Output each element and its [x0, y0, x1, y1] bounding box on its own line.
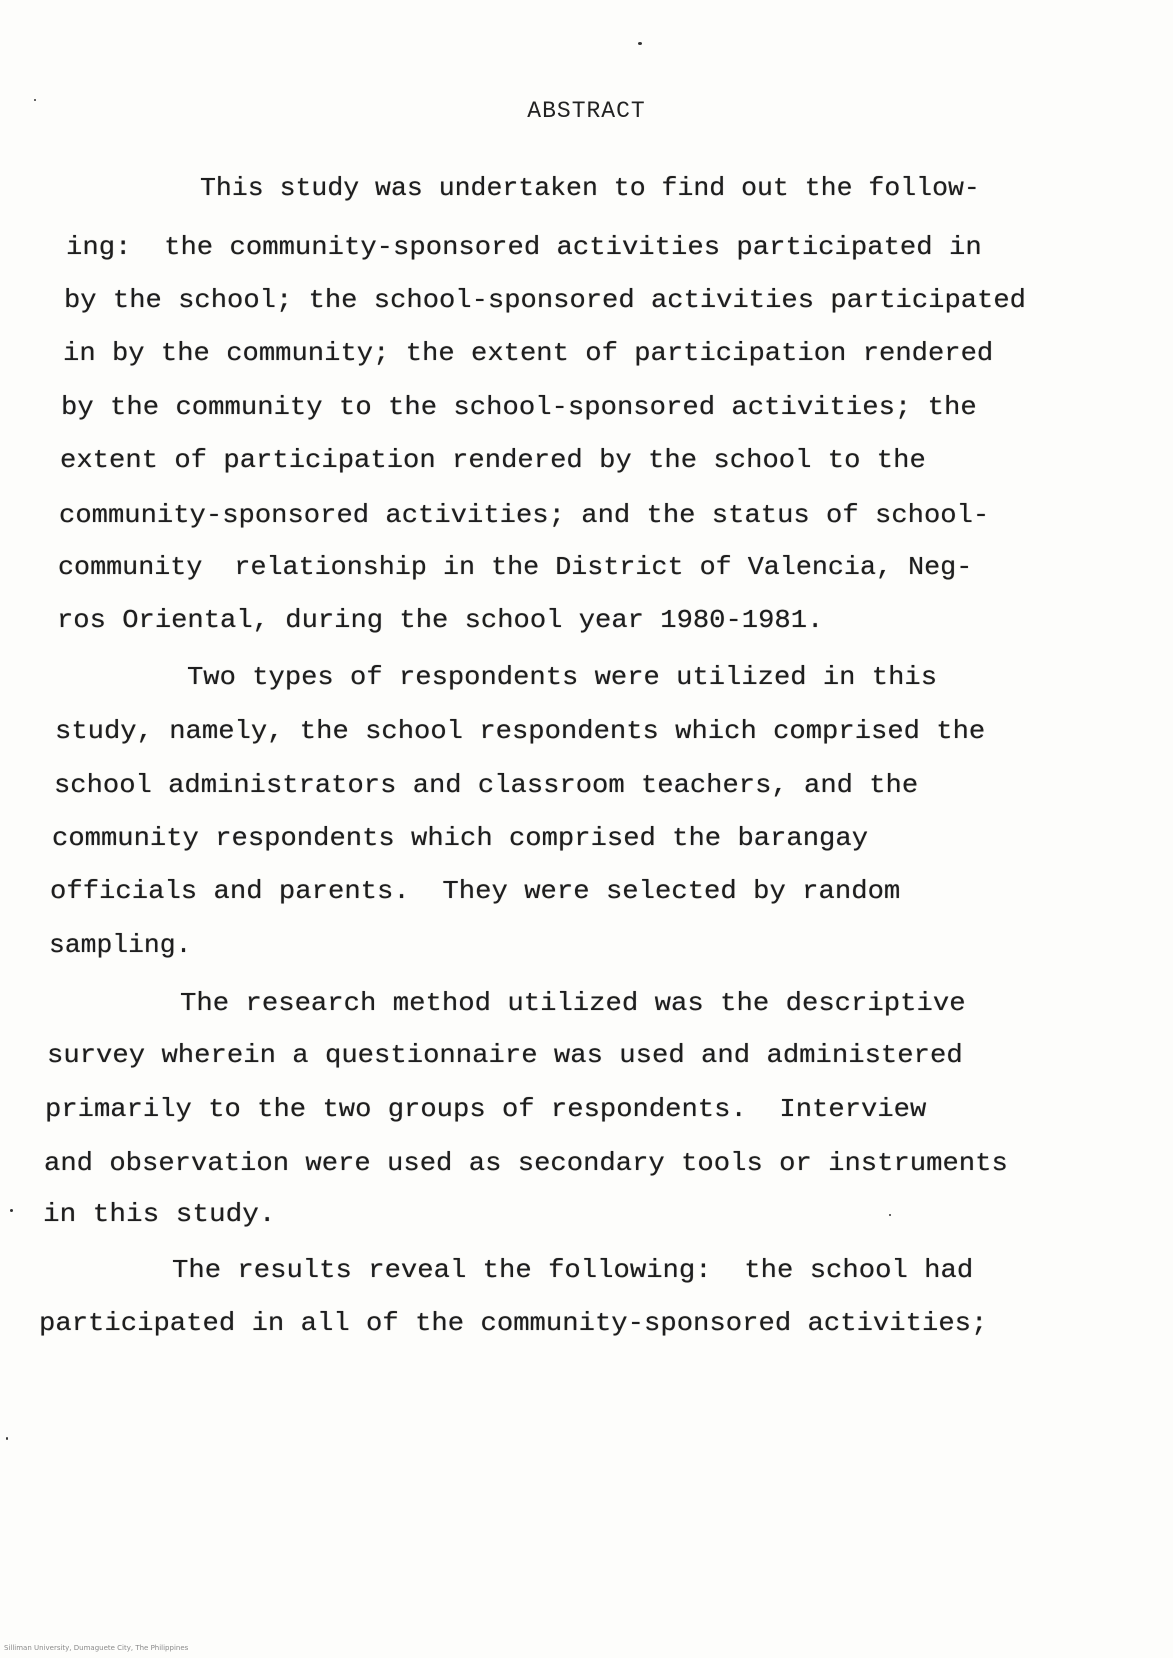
text-line: community relationship in the District of Valencia, Neg-: [58, 552, 973, 582]
scan-speck: [6, 1437, 8, 1440]
scan-speck: [889, 1214, 891, 1216]
text-line: The research method utilized was the descriptive: [180, 988, 966, 1018]
scan-speck: [638, 42, 642, 45]
text-line: Two types of respondents were utilized in this: [187, 662, 938, 692]
abstract-title: ABSTRACT: [527, 98, 646, 124]
text-line: school administrators and classroom teachers, and the: [54, 770, 919, 800]
text-line: officials and parents. They were selected by random: [50, 876, 901, 906]
scan-speck: [34, 99, 36, 101]
text-line: in this study.: [43, 1199, 276, 1229]
text-line: community respondents which comprised the barangay: [52, 823, 869, 853]
text-line: by the community to the school-sponsored activities; the: [61, 392, 977, 422]
text-line: by the school; the school-sponsored activities participated: [64, 285, 1026, 315]
text-line: survey wherein a questionnaire was used and administered: [47, 1040, 963, 1070]
text-line: study, namely, the school respondents which comprised the: [55, 716, 986, 746]
text-line: This study was undertaken to find out the follow-: [200, 173, 980, 203]
text-line: in by the community; the extent of participation rendered: [63, 338, 994, 368]
scan-footer: Silliman University, Dumaguete City, The Philippines: [4, 1644, 189, 1652]
text-line: participated in all of the community-sponsored activities;: [39, 1308, 988, 1338]
text-line: and observation were used as secondary tools or instruments: [44, 1148, 1008, 1178]
text-line: ing: the community-sponsored activities participated in: [66, 232, 982, 262]
scan-speck: [10, 1209, 13, 1212]
text-line: extent of participation rendered by the school to the: [60, 445, 926, 475]
text-line: The results reveal the following: the school had: [172, 1255, 974, 1285]
text-line: ros Oriental, during the school year 1980-1981.: [57, 605, 824, 635]
text-line: community-sponsored activities; and the status of school-: [59, 500, 990, 530]
text-line: primarily to the two groups of respondents. Interview: [45, 1094, 927, 1124]
text-line: sampling.: [49, 930, 192, 960]
